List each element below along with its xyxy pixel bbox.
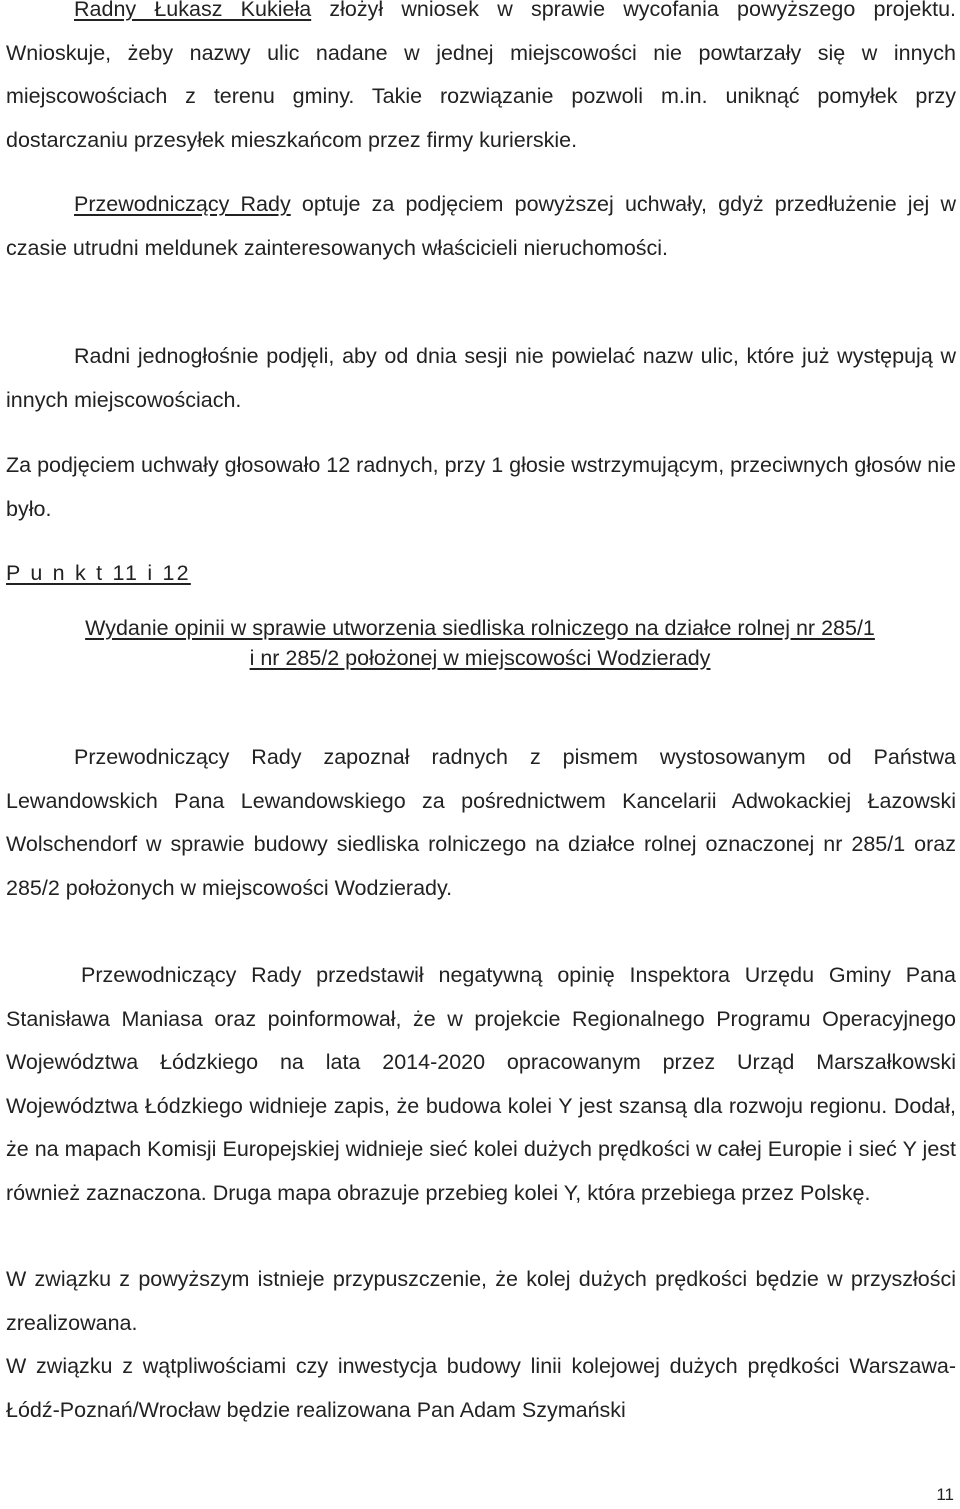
paragraph-text: optuje za podjęciem powyższej uchwały, gdyż przedłużenie jej w czasie utrudni meldunek zainteresowanych właścicieli nieruchomości. (6, 192, 957, 260)
paragraph-chairman-opinion (6, 183, 956, 270)
paragraph-councillors-decision: Radni jednogłośnie podjęli, aby od dnia sesji nie powielać nazw ulic, które już występują w innych miejscowościach. (6, 344, 956, 412)
paragraph-negative-opinion: Przewodniczący Rady przedstawił negatywną opinię Inspektora Urzędu Gminy Pana Stanisława Maniasa oraz poinformował, że w projekcie Regionalnego Programu Operacyjnego Województwa Łódzkiego na lata 2014-2020 opracowanym przez Urząd Marszałkowski Województwa Łódzkiego widnieje zapis, że budowa kolei Y jest szansą dla rozwoju regionu. Dodał, że na mapach Komisji Europejskiej widnieje sieć kolei dużych prędkości w całej Europie i sieć Y jest również zaznaczona. Druga mapa obrazuje przebieg kolei Y, która przebiega przez Polskę. (6, 963, 956, 1205)
paragraph-kukiela-motion (6, 0, 956, 162)
page-number: 11 (936, 1485, 954, 1504)
paragraph-assumption: W związku z powyższym istnieje przypuszczenie, że kolej dużych prędkości będzie w przyszłości zrealizowana. (6, 1267, 956, 1335)
section-label: P u n k t 11 i 12 (6, 561, 191, 585)
section-subject-line-2: i nr 285/2 położonej w miejscowości Wodzierady (249, 646, 711, 670)
section-subject-line-1: Wydanie opinii w sprawie utworzenia siedliska rolniczego na działce rolnej nr 285/1 (85, 616, 875, 640)
paragraph-letter-info: Przewodniczący Rady zapoznał radnych z pismem wystosowanym od Państwa Lewandowskich Pana Lewandowskiego za pośrednictwem Kancelarii Adwokackiej Łazowski Wolschendorf w sprawie budowy siedliska rolniczego na działce rolnej oznaczonej nr 285/1 oraz 285/2 położonych w miejscowości Wodzierady. (6, 745, 956, 900)
speaker-name: Radny Łukasz Kukieła (74, 0, 312, 21)
paragraph-vote-result: Za podjęciem uchwały głosowało 12 radnych, przy 1 głosie wstrzymującym, przeciwnych głosów nie było. (6, 453, 956, 521)
paragraph-text: złożył wniosek w sprawie wycofania powyższego projektu. Wnioskuje, żeby nazwy ulic nadane w jednej miejscowości nie powtarzały się w innych miejscowościach z terenu gminy. Takie rozwiązanie pozwoli m.in. uniknąć pomyłek przy dostarczaniu przesyłek mieszkańcom przez firmy kurierskie. (6, 0, 956, 152)
paragraph-doubts: W związku z wątpliwościami czy inwestycja budowy linii kolejowej dużych prędkości Warszawa-Łódź-Poznań/Wrocław będzie realizowana Pan Adam Szymański (6, 1354, 956, 1422)
speaker-name: Przewodniczący Rady (74, 192, 291, 216)
